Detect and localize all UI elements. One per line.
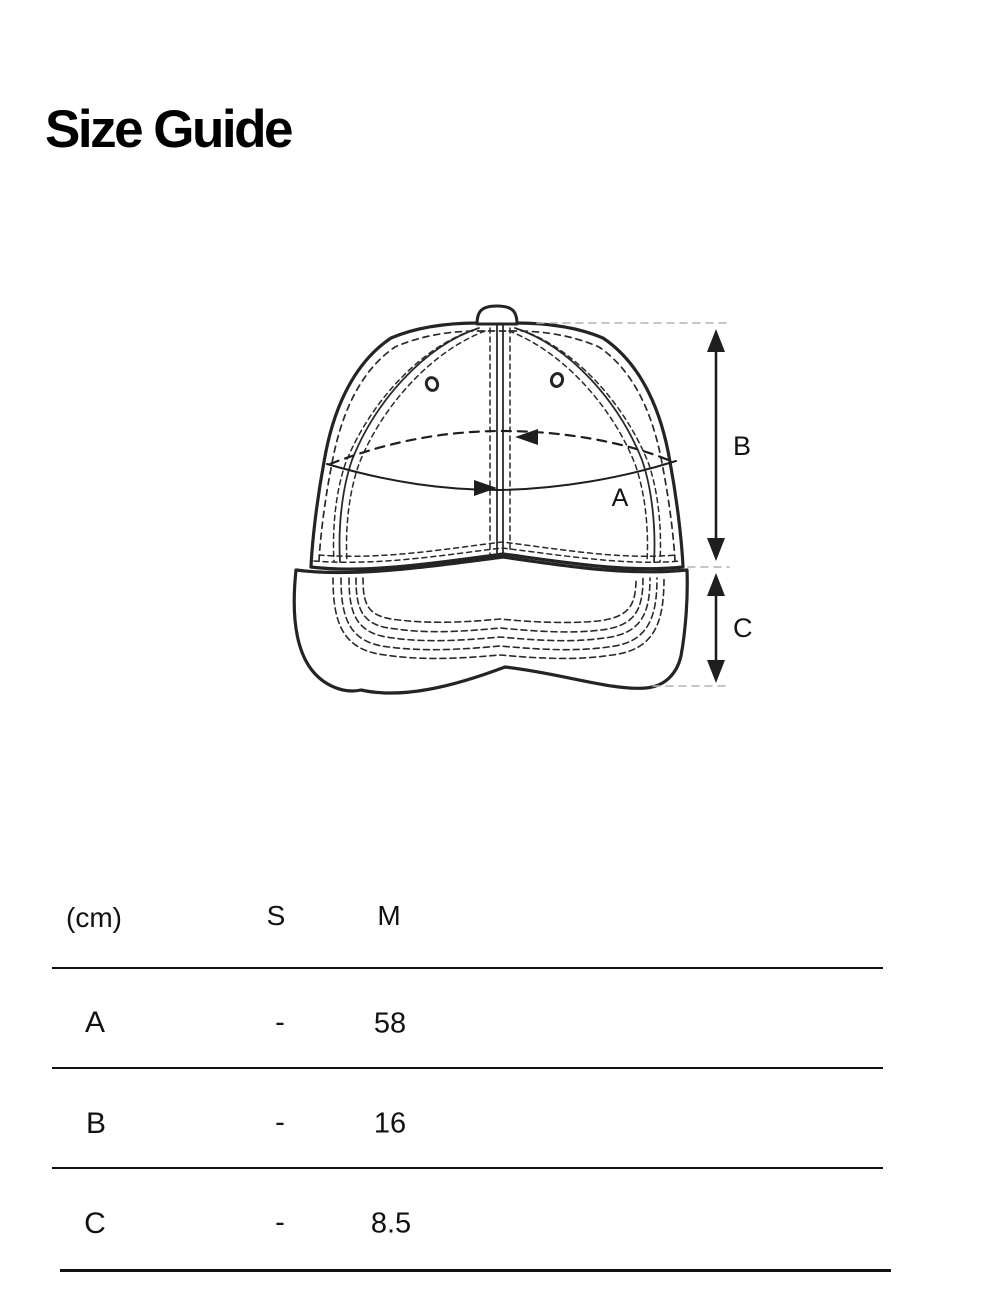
row-a-size-m: 58 [373,1007,407,1040]
label-a: A [611,484,629,512]
row-b-label: B [85,1107,107,1140]
row-a-size-s: - [275,1006,285,1039]
page-title: Size Guide [45,100,291,159]
measurement-b [707,329,751,561]
cap-crown [311,306,683,569]
column-header-m: M [377,900,401,931]
arrowhead-up-icon [707,329,725,352]
arrowhead-down-icon [707,538,725,561]
table-divider [52,1067,883,1069]
column-header-s: S [266,900,286,931]
table-divider [52,1167,883,1169]
cap-brim [294,557,687,693]
unit-header: (cm) [66,902,122,933]
row-b-size-m: 16 [373,1107,407,1140]
measurement-c [707,573,753,683]
arrowhead-down-icon [707,660,725,683]
table-bottom-border [60,1269,891,1272]
row-a-label: A [84,1006,106,1039]
row-c-size-m: 8.5 [370,1207,412,1240]
table-divider [52,967,883,969]
label-c: C [733,613,753,643]
cap-button [477,306,517,324]
row-c-size-s: - [275,1206,285,1239]
brim-outline [294,557,687,693]
row-c-label: C [84,1207,106,1240]
row-b-size-s: - [275,1106,285,1139]
label-b: B [733,431,752,461]
arrowhead-up-icon [707,573,725,596]
